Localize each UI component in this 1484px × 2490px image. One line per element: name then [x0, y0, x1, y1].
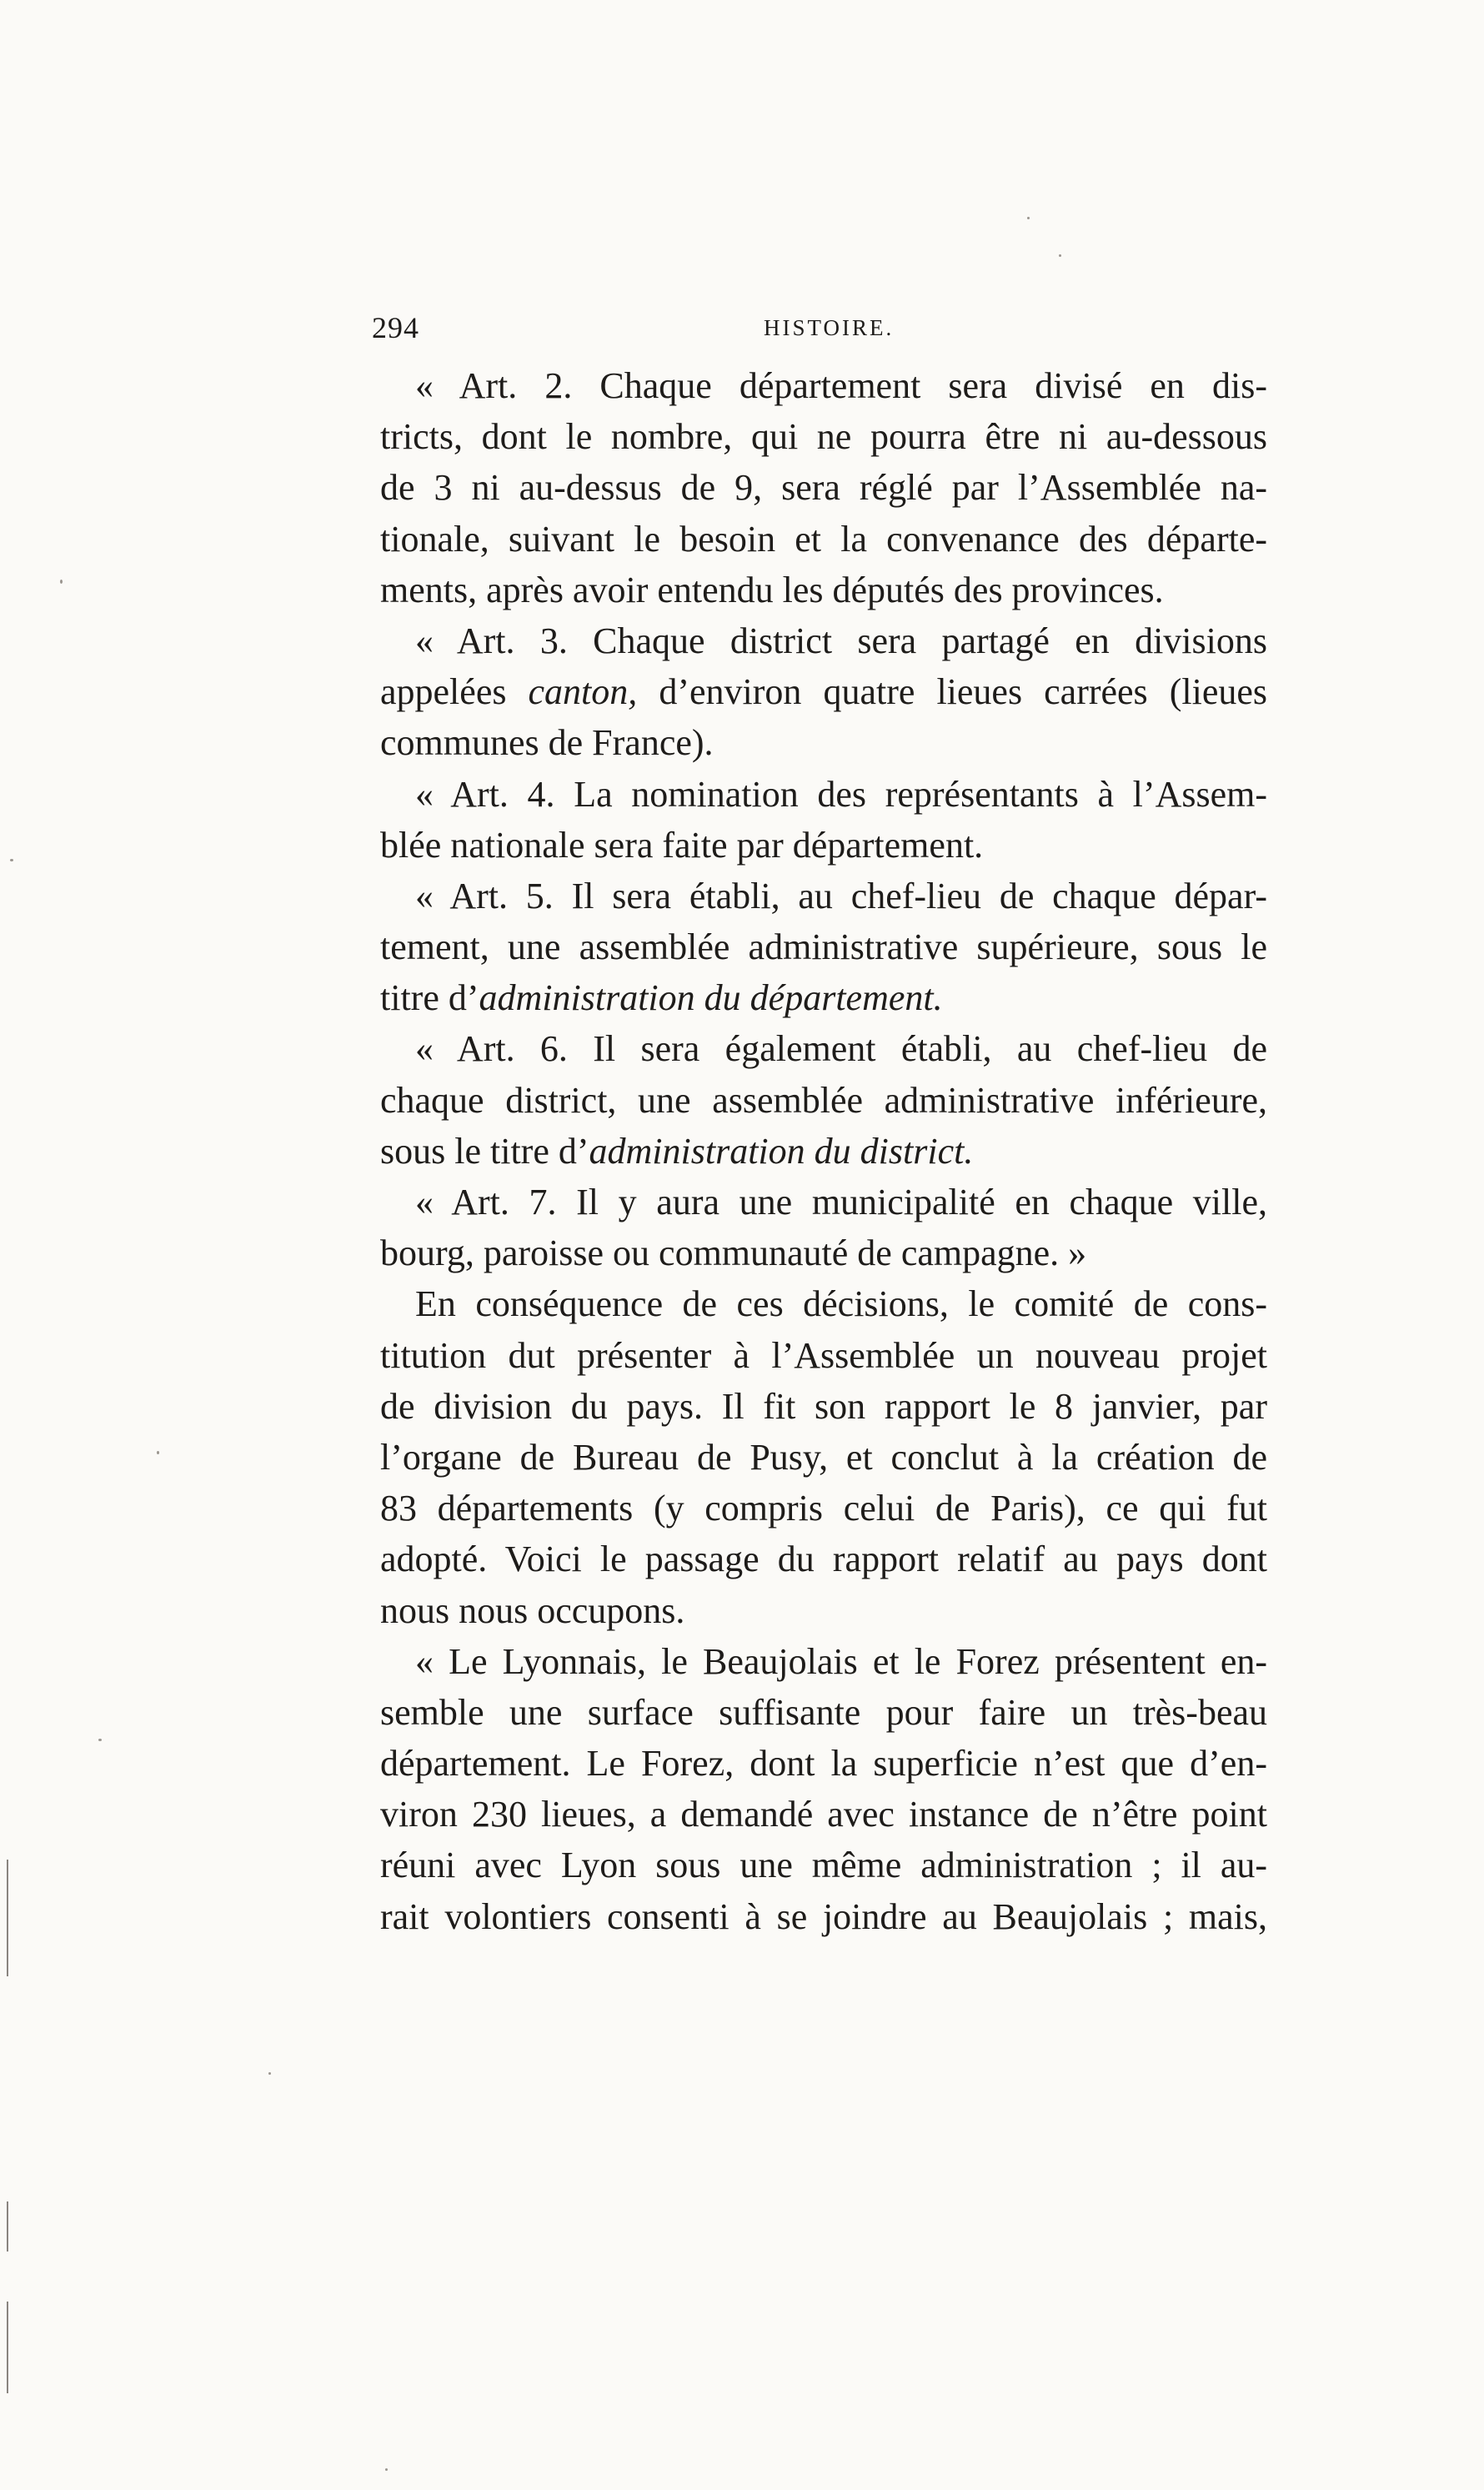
- text-run: « Art. 5. Il sera établi, au chef-lieu de chaque dépar-: [415, 875, 1267, 916]
- text-line: [380, 1891, 1267, 1942]
- text-run: adopté. Voici le passage du rapport relatif au pays dont: [380, 1539, 1267, 1580]
- text-line: [380, 1075, 1267, 1126]
- text-line: [380, 1636, 1267, 1687]
- text-line: [380, 972, 1267, 1023]
- text-line: [380, 1432, 1267, 1483]
- text-run: « Art. 6. Il sera également établi, au chef-lieu de: [415, 1028, 1267, 1070]
- text-line: [380, 666, 1267, 717]
- scan-speck: [1059, 254, 1061, 257]
- text-line: [380, 871, 1267, 921]
- text-run: « Le Lyonnais, le Beaujolais et le Forez présentent en-: [415, 1640, 1267, 1682]
- italic-text: canton,: [528, 671, 638, 713]
- text-line: [380, 717, 1267, 768]
- text-run: d’environ quatre lieues carrées (lieues: [637, 671, 1268, 713]
- text-line: [380, 1789, 1267, 1840]
- text-line: [380, 462, 1267, 513]
- text-run: département. Le Forez, dont la superficie n’est que d’en-: [380, 1743, 1267, 1785]
- text-run: nous nous occupons.: [380, 1589, 685, 1631]
- scan-edge-mark: [7, 1860, 8, 1976]
- text-run: viron 230 lieues, a demandé avec instance de n’être point: [380, 1794, 1267, 1835]
- text-run: « Art. 7. Il y aura une municipalité en chaque ville,: [415, 1182, 1267, 1222]
- page-number: 294: [372, 311, 419, 344]
- text-line: [380, 1585, 1267, 1636]
- text-run: de division du pays. Il fit son rapport le 8 janvier, par: [380, 1385, 1267, 1427]
- text-line: [380, 1330, 1267, 1381]
- page-header: [372, 310, 1272, 360]
- text-run: 83 départements (y compris celui de Paris), ce qui fut: [380, 1488, 1267, 1529]
- text-line: [380, 1227, 1267, 1278]
- text-line: [380, 514, 1267, 565]
- text-line: [380, 1381, 1267, 1432]
- body-text: [380, 360, 1267, 1942]
- scan-speck: [98, 1739, 102, 1741]
- text-run: sous le titre d’: [380, 1130, 589, 1172]
- text-run: « Art. 3. Chaque district sera partagé en divisions: [415, 620, 1267, 661]
- text-run: tement, une assemblée administrative supérieure, sous le: [380, 926, 1267, 968]
- text-line: [380, 1483, 1267, 1534]
- scan-speck: [60, 580, 63, 584]
- text-line: [380, 411, 1267, 462]
- text-line: [380, 1840, 1267, 1890]
- text-line: [380, 615, 1267, 666]
- scan-speck: [268, 2072, 271, 2075]
- text-run: de 3 ni au-dessus de 9, sera réglé par l’Assemblée na-: [380, 467, 1267, 509]
- scan-speck: [1027, 217, 1030, 219]
- text-run: l’organe de Bureau de Pusy, et conclut à la création de: [380, 1436, 1267, 1478]
- scan-edge-mark: [7, 2302, 8, 2393]
- scan-speck: [385, 2468, 388, 2471]
- text-line: [380, 565, 1267, 615]
- text-run: « Art. 2. Chaque département sera divisé en dis-: [415, 365, 1267, 406]
- text-run: réuni avec Lyon sous une même administration ; il au-: [380, 1845, 1267, 1886]
- text-line: [380, 1177, 1267, 1227]
- text-run: En conséquence de ces décisions, le comité de cons-: [415, 1283, 1267, 1325]
- scan-speck: [10, 859, 13, 861]
- text-run: blée nationale sera faite par département.: [380, 824, 984, 866]
- text-line: [380, 921, 1267, 972]
- text-line: [380, 360, 1267, 411]
- text-run: appelées: [380, 671, 529, 713]
- text-line: [380, 769, 1267, 820]
- text-line: [380, 1278, 1267, 1329]
- text-run: ments, après avoir entendu les députés des provinces.: [380, 569, 1164, 610]
- text-run: rait volontiers consenti à se joindre au Beaujolais ; mais,: [380, 1895, 1267, 1937]
- scan-edge-mark: [7, 2201, 8, 2252]
- text-run: tricts, dont le nombre, qui ne pourra être ni au-dessous: [380, 416, 1267, 458]
- text-line: [380, 820, 1267, 871]
- text-line: [380, 1023, 1267, 1074]
- text-line: [380, 1738, 1267, 1789]
- text-run: « Art. 4. La nomination des représentants à l’Assem-: [415, 773, 1267, 815]
- text-run: titution dut présenter à l’Assemblée un nouveau projet: [380, 1334, 1267, 1376]
- text-run: communes de France).: [380, 722, 714, 764]
- text-line: [380, 1687, 1267, 1738]
- scan-speck: [157, 1451, 159, 1454]
- text-run: tionale, suivant le besoin et la convenance des départe-: [380, 518, 1267, 560]
- running-head: HISTOIRE.: [764, 315, 895, 340]
- text-run: chaque district, une assemblée administrative inférieure,: [380, 1079, 1267, 1121]
- text-run: titre d’: [380, 977, 479, 1019]
- text-run: bourg, paroisse ou communauté de campagne. »: [380, 1232, 1087, 1274]
- italic-text: administration du district.: [589, 1130, 974, 1172]
- text-line: [380, 1534, 1267, 1584]
- italic-text: administration du département.: [479, 977, 943, 1019]
- text-line: [380, 1126, 1267, 1177]
- text-run: semble une surface suffisante pour faire un très-beau: [380, 1691, 1267, 1733]
